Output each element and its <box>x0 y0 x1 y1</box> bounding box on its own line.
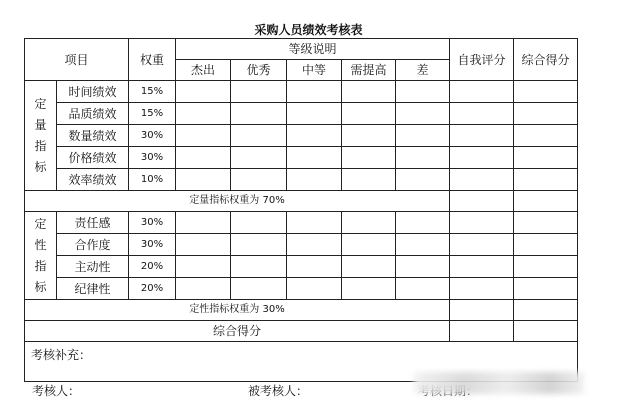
indicator-name: 责任感 <box>57 212 129 234</box>
grade-cell[interactable] <box>396 234 450 256</box>
grade-cell[interactable] <box>396 278 450 300</box>
grade-cell[interactable] <box>176 81 231 103</box>
grade-cell[interactable] <box>176 169 231 191</box>
table-row <box>25 256 578 278</box>
grade-cell[interactable] <box>396 212 450 234</box>
indicator-name: 价格绩效 <box>57 147 129 169</box>
grade-cell[interactable] <box>287 125 342 147</box>
table-row <box>25 81 578 103</box>
grade-cell[interactable] <box>176 103 231 125</box>
qualitative-weight-summary: 定性指标权重为 30% <box>25 300 450 321</box>
grade-cell[interactable] <box>231 256 287 278</box>
indicator-name: 数量绩效 <box>57 125 129 147</box>
grade-cell[interactable] <box>342 212 396 234</box>
assessor-label: 考核人： <box>32 384 81 398</box>
grade-cell[interactable] <box>231 81 287 103</box>
indicator-name: 时间绩效 <box>57 81 129 103</box>
self-score-cell[interactable] <box>450 191 514 212</box>
form-title: 采购人员绩效考核表 <box>254 23 363 37</box>
supplement-label: 考核补充： <box>31 348 92 362</box>
assessee-label: 被考核人： <box>248 384 309 398</box>
grade-cell[interactable] <box>342 125 396 147</box>
total-score-cell[interactable] <box>514 125 578 147</box>
indicator-weight: 30% <box>129 234 176 256</box>
grade-cell[interactable] <box>396 147 450 169</box>
total-score-cell[interactable] <box>514 212 578 234</box>
grade-needs-improvement: 需提高 <box>342 60 396 81</box>
category-quantitative: 定 量 指 标 <box>25 81 57 191</box>
header-self-score: 自我评分 <box>450 39 514 81</box>
grade-cell[interactable] <box>287 278 342 300</box>
total-score-cell[interactable] <box>514 278 578 300</box>
self-score-cell[interactable] <box>450 147 514 169</box>
header-item: 项目 <box>25 39 129 81</box>
grade-cell[interactable] <box>287 234 342 256</box>
grade-cell[interactable] <box>396 81 450 103</box>
indicator-name: 纪律性 <box>57 278 129 300</box>
table-row <box>25 234 578 256</box>
total-score-cell[interactable] <box>514 321 578 342</box>
grade-cell[interactable] <box>396 103 450 125</box>
grade-cell[interactable] <box>287 169 342 191</box>
indicator-weight: 30% <box>129 125 176 147</box>
grade-cell[interactable] <box>342 278 396 300</box>
grade-cell[interactable] <box>287 147 342 169</box>
grade-cell[interactable] <box>342 256 396 278</box>
self-score-cell[interactable] <box>450 256 514 278</box>
table-row <box>25 147 578 169</box>
grade-cell[interactable] <box>231 103 287 125</box>
grade-cell[interactable] <box>287 81 342 103</box>
grade-cell[interactable] <box>396 256 450 278</box>
quantitative-weight-summary: 定量指标权重为 70% <box>25 191 450 212</box>
header-grade-description: 等级说明 <box>176 39 450 60</box>
total-score-cell[interactable] <box>514 147 578 169</box>
grade-cell[interactable] <box>176 234 231 256</box>
summary-row <box>25 191 578 212</box>
indicator-name: 效率绩效 <box>57 169 129 191</box>
indicator-weight: 20% <box>129 278 176 300</box>
indicator-weight: 20% <box>129 256 176 278</box>
table-row <box>25 125 578 147</box>
table-row <box>25 103 578 125</box>
grade-cell[interactable] <box>231 234 287 256</box>
indicator-weight: 15% <box>129 81 176 103</box>
grade-cell[interactable] <box>231 169 287 191</box>
header-total-score: 综合得分 <box>514 39 578 81</box>
grade-cell[interactable] <box>176 125 231 147</box>
self-score-cell[interactable] <box>450 234 514 256</box>
total-score-cell[interactable] <box>514 234 578 256</box>
grade-cell[interactable] <box>176 212 231 234</box>
total-score-cell[interactable] <box>514 169 578 191</box>
self-score-cell[interactable] <box>450 81 514 103</box>
self-score-cell[interactable] <box>450 300 514 321</box>
grade-cell[interactable] <box>287 103 342 125</box>
indicator-name: 主动性 <box>57 256 129 278</box>
self-score-cell[interactable] <box>450 169 514 191</box>
grade-cell[interactable] <box>342 234 396 256</box>
grade-good: 优秀 <box>231 60 287 81</box>
self-score-cell[interactable] <box>450 125 514 147</box>
grade-cell[interactable] <box>396 125 450 147</box>
grade-cell[interactable] <box>287 256 342 278</box>
total-score-cell[interactable] <box>514 256 578 278</box>
appraisal-table <box>24 38 578 382</box>
table-row <box>25 278 578 300</box>
table-row <box>25 212 578 234</box>
header-weight: 权重 <box>129 39 176 81</box>
watermark-blur <box>414 372 584 394</box>
grade-cell[interactable] <box>231 147 287 169</box>
grade-poor: 差 <box>396 60 450 81</box>
grade-cell[interactable] <box>342 147 396 169</box>
indicator-weight: 10% <box>129 169 176 191</box>
indicator-weight: 30% <box>129 212 176 234</box>
grade-cell[interactable] <box>176 256 231 278</box>
grade-cell[interactable] <box>176 147 231 169</box>
overall-score-label: 综合得分 <box>25 321 450 342</box>
grade-cell[interactable] <box>342 103 396 125</box>
grade-excellent: 杰出 <box>176 60 231 81</box>
grade-cell[interactable] <box>287 212 342 234</box>
grade-cell[interactable] <box>342 169 396 191</box>
grade-cell[interactable] <box>176 278 231 300</box>
indicator-name: 品质绩效 <box>57 103 129 125</box>
grade-cell[interactable] <box>342 81 396 103</box>
grade-cell[interactable] <box>231 278 287 300</box>
indicator-name: 合作度 <box>57 234 129 256</box>
self-score-cell[interactable] <box>450 321 514 342</box>
self-score-cell[interactable] <box>450 103 514 125</box>
category-qualitative: 定 性 指 标 <box>25 212 57 300</box>
total-score-cell[interactable] <box>514 103 578 125</box>
self-score-cell[interactable] <box>450 212 514 234</box>
self-score-cell[interactable] <box>450 278 514 300</box>
grade-cell[interactable] <box>231 212 287 234</box>
summary-row <box>25 321 578 342</box>
grade-cell[interactable] <box>231 125 287 147</box>
table-row <box>25 169 578 191</box>
summary-row <box>25 300 578 321</box>
total-score-cell[interactable] <box>514 191 578 212</box>
indicator-weight: 30% <box>129 147 176 169</box>
total-score-cell[interactable] <box>514 300 578 321</box>
grade-average: 中等 <box>287 60 342 81</box>
grade-cell[interactable] <box>396 169 450 191</box>
indicator-weight: 15% <box>129 103 176 125</box>
total-score-cell[interactable] <box>514 81 578 103</box>
